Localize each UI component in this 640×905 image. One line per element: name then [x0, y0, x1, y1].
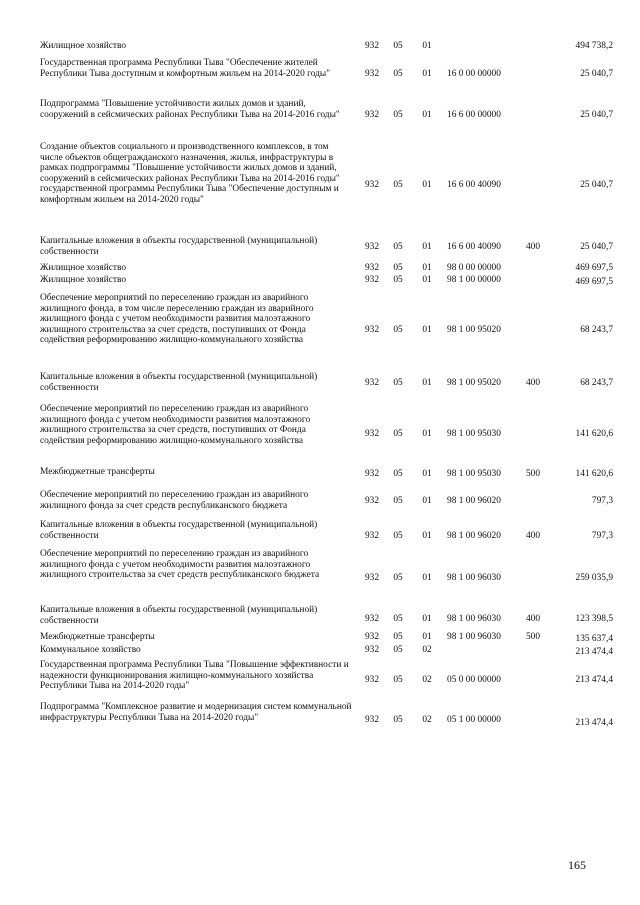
row-rz: 05 — [393, 573, 403, 583]
row-rz: 05 — [393, 110, 403, 120]
row-pr: 01 — [422, 41, 432, 51]
row-rz: 05 — [393, 41, 403, 51]
row-gr: 932 — [364, 496, 380, 506]
row-vr: 500 — [525, 632, 541, 642]
row-vr: 400 — [525, 531, 541, 541]
row-gr: 932 — [364, 69, 380, 79]
row-rz: 05 — [393, 531, 403, 541]
row-cs: 98 1 00 00000 — [447, 275, 501, 285]
row-gr: 932 — [364, 573, 380, 583]
row-name: Обеспечение мероприятий по переселению граждан из аварийного жилищного фонда за счет средств республиканского бюджета — [40, 490, 309, 511]
row-name: Межбюджетные трансферты — [40, 467, 155, 477]
row-name: Обеспечение мероприятий по переселению граждан из аварийного жилищного фонда, в том числе переселению граждан из аварийного жилищного фонда с учетом необходимости развития малоэтажного жилищного строительства за счет средств, поступивших от Фонда содействия реформированию жилищно-коммунального хозяйства — [40, 293, 314, 346]
row-pr: 01 — [422, 614, 432, 624]
row-gr: 932 — [364, 110, 380, 120]
row-name: Капитальные вложения в объекты государственной (муниципальной) собственности — [40, 236, 318, 257]
row-sum: 25 040,7 — [580, 180, 613, 190]
row-cs: 98 1 00 95020 — [447, 378, 501, 388]
row-cs: 16 6 00 00000 — [447, 110, 501, 120]
row-rz: 05 — [393, 275, 403, 285]
row-rz: 05 — [393, 263, 403, 273]
row-gr: 932 — [364, 263, 380, 273]
row-pr: 01 — [422, 531, 432, 541]
row-pr: 01 — [422, 429, 432, 439]
row-sum: 469 697,5 — [575, 277, 613, 287]
row-sum: 213 474,4 — [575, 647, 613, 657]
row-pr: 02 — [422, 675, 432, 685]
row-gr: 932 — [364, 429, 380, 439]
row-pr: 01 — [422, 180, 432, 190]
row-name: Подпрограмма "Комплексное развитие и модернизация систем коммунальной инфраструктуры Республики Тыва на 2014-2020 годы" — [40, 702, 352, 723]
row-sum: 213 474,4 — [575, 675, 613, 685]
row-cs: 98 0 00 00000 — [447, 263, 501, 273]
row-pr: 02 — [422, 715, 432, 725]
row-sum: 135 637,4 — [575, 634, 613, 644]
row-vr: 500 — [525, 469, 541, 479]
row-name: Обеспечение мероприятий по переселению граждан из аварийного жилищного фонда с учетом необходимости развития малоэтажного жилищного строительства за счет средств, поступивших от Фонда содействия реформированию жилищно-коммунального хозяйства — [40, 404, 311, 446]
row-rz: 05 — [393, 180, 403, 190]
row-rz: 05 — [393, 645, 403, 655]
row-vr: 400 — [525, 242, 541, 252]
row-name: Обеспечение мероприятий по переселению граждан из аварийного жилищного фонда с учетом необходимости развития малоэтажного жилищного строительства за счет средств республиканского бюджета — [40, 549, 320, 581]
row-gr: 932 — [364, 325, 380, 335]
row-rz: 05 — [393, 242, 403, 252]
row-gr: 932 — [364, 675, 380, 685]
row-gr: 932 — [364, 645, 380, 655]
row-rz: 05 — [393, 614, 403, 624]
row-sum: 25 040,7 — [580, 110, 613, 120]
row-sum: 25 040,7 — [580, 242, 613, 252]
row-name: Капитальные вложения в объекты государственной (муниципальной) собственности — [40, 372, 318, 393]
page-number: 165 — [568, 858, 586, 872]
row-cs: 05 0 00 00000 — [447, 675, 501, 685]
row-sum: 494 738,2 — [575, 41, 613, 51]
row-name: Межбюджетные трансферты — [40, 632, 155, 642]
row-sum: 68 243,7 — [580, 325, 613, 335]
row-name: Государственная программа Республики Тыва "Обеспечение жителей Республики Тыва доступным и комфортным жильем на 2014-2020 годы" — [40, 58, 331, 79]
row-sum: 469 697,5 — [575, 263, 613, 273]
row-name: Коммунальное хозяйство — [40, 645, 141, 655]
row-cs: 98 1 00 96020 — [447, 531, 501, 541]
row-sum: 141 620,6 — [575, 469, 613, 479]
row-pr: 01 — [422, 469, 432, 479]
row-cs: 98 1 00 95030 — [447, 469, 501, 479]
row-cs: 16 0 00 00000 — [447, 69, 501, 79]
row-pr: 01 — [422, 325, 432, 335]
row-cs: 16 6 00 40090 — [447, 242, 501, 252]
row-pr: 01 — [422, 632, 432, 642]
row-cs: 16 6 00 40090 — [447, 180, 501, 190]
row-sum: 123 398,5 — [575, 614, 613, 624]
row-pr: 01 — [422, 275, 432, 285]
row-name: Создание объектов социального и производственного комплексов, в том числе объектов общегражданского назначения, жилья, инфраструктуры в рамках подпрограммы "Повышение устойчивости жилых домов и зданий, сооружений в сейсмических районах Республики Тыва на 2014-2016 годы" государственной программы Республики Тыва "Обеспечение доступным и комфортным жильем на 2014-2020 годы" — [40, 142, 340, 205]
row-name: Жилищное хозяйство — [40, 263, 127, 273]
row-name: Подпрограмма "Повышение устойчивости жилых домов и зданий, сооружений в сейсмических районах Республики Тыва на 2014-2016 годы" — [40, 99, 340, 120]
row-sum: 25 040,7 — [580, 69, 613, 79]
row-rz: 05 — [393, 469, 403, 479]
row-rz: 05 — [393, 496, 403, 506]
row-vr: 400 — [525, 378, 541, 388]
row-gr: 932 — [364, 614, 380, 624]
row-cs: 98 1 00 96030 — [447, 632, 501, 642]
row-name: Государственная программа Республики Тыва "Повышение эффективности и надежности функционирования жилищно-коммунального хозяйства Республики Тыва на 2014-2020 годы" — [40, 660, 349, 692]
row-sum: 797,3 — [591, 496, 613, 506]
row-name: Капитальные вложения в объекты государственной (муниципальной) собственности — [40, 605, 318, 626]
row-rz: 05 — [393, 325, 403, 335]
row-gr: 932 — [364, 41, 380, 51]
row-pr: 01 — [422, 378, 432, 388]
row-pr: 01 — [422, 263, 432, 273]
row-gr: 932 — [364, 275, 380, 285]
row-pr: 01 — [422, 242, 432, 252]
row-cs: 98 1 00 95020 — [447, 325, 501, 335]
row-sum: 213 474,4 — [575, 718, 613, 728]
row-rz: 05 — [393, 378, 403, 388]
row-rz: 05 — [393, 675, 403, 685]
row-sum: 68 243,7 — [580, 378, 613, 388]
row-pr: 01 — [422, 573, 432, 583]
row-gr: 932 — [364, 632, 380, 642]
row-rz: 05 — [393, 715, 403, 725]
row-cs: 05 1 00 00000 — [447, 715, 501, 725]
row-name: Жилищное хозяйство — [40, 41, 127, 51]
row-pr: 01 — [422, 496, 432, 506]
row-name: Жилищное хозяйство — [40, 275, 127, 285]
row-rz: 05 — [393, 429, 403, 439]
row-gr: 932 — [364, 469, 380, 479]
row-gr: 932 — [364, 715, 380, 725]
row-pr: 02 — [422, 645, 432, 655]
row-cs: 98 1 00 96030 — [447, 614, 501, 624]
row-sum: 797,3 — [591, 531, 613, 541]
row-rz: 05 — [393, 632, 403, 642]
row-gr: 932 — [364, 242, 380, 252]
row-pr: 01 — [422, 110, 432, 120]
row-cs: 98 1 00 95030 — [447, 429, 501, 439]
row-vr: 400 — [525, 614, 541, 624]
row-gr: 932 — [364, 180, 380, 190]
row-cs: 98 1 00 96030 — [447, 573, 501, 583]
row-sum: 259 035,9 — [575, 573, 613, 583]
row-gr: 932 — [364, 378, 380, 388]
row-rz: 05 — [393, 69, 403, 79]
row-cs: 98 1 00 96020 — [447, 496, 501, 506]
row-gr: 932 — [364, 531, 380, 541]
row-name: Капитальные вложения в объекты государственной (муниципальной) собственности — [40, 520, 318, 541]
row-pr: 01 — [422, 69, 432, 79]
row-sum: 141 620,6 — [575, 429, 613, 439]
